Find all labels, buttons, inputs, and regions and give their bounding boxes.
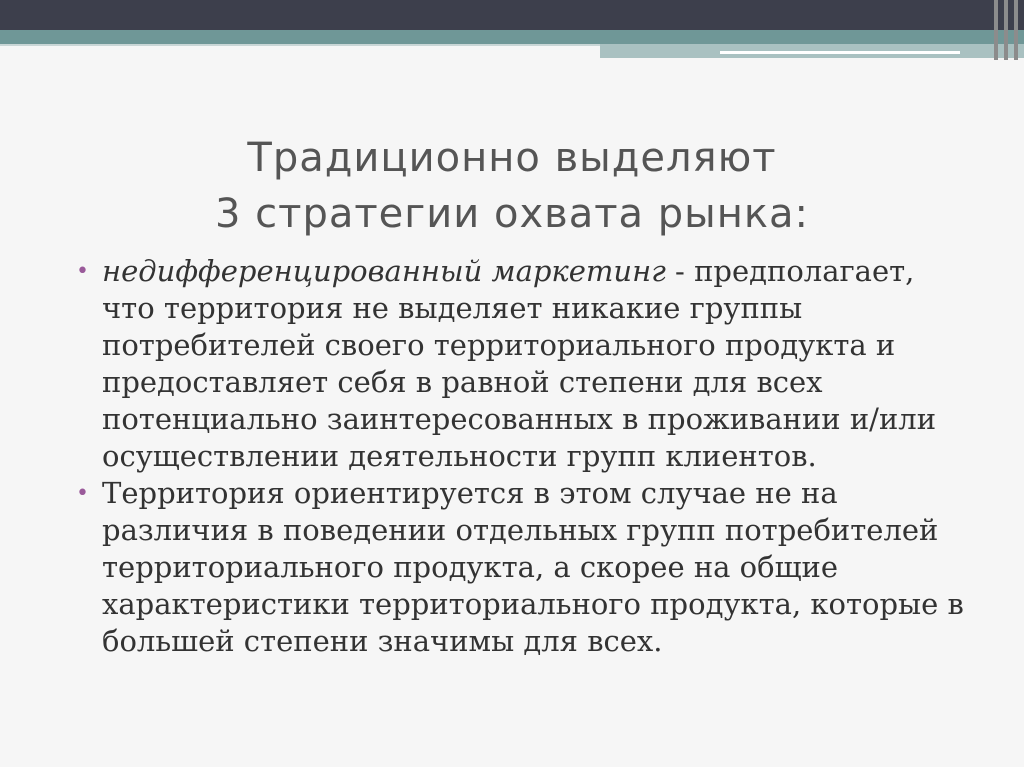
bullet-dot-icon: •: [76, 259, 89, 284]
list-item: [70, 475, 970, 660]
edge-bar: [1004, 0, 1008, 60]
teal-accent-stripe: [0, 30, 1024, 44]
list-item: [70, 253, 970, 475]
edge-bar: [994, 0, 998, 60]
edge-bar: [1014, 0, 1018, 60]
slide-title-line-1: Традиционно выделяют: [247, 135, 777, 181]
bullet-list: [70, 253, 970, 660]
header-band: [0, 0, 1024, 30]
term-italic: недифференцированный маркетинг: [102, 254, 666, 288]
thin-accent-line: [0, 44, 600, 46]
list-item-text: Территория ориентируется в этом случае не на различия в поведении отдельных групп потребителей территориального продукта, а скорее на общие характеристики территориального продукта, которые в большей степени значимы для всех.: [102, 476, 964, 658]
slide-title: [100, 130, 924, 242]
list-item-text: - предполагает, что территория не выделяет никакие группы потребителей своего территориального продукта и предоставляет себя в равной степени для всех потенциально заинтересованных в проживании и/или осуществлении деятельности групп клиентов.: [102, 254, 937, 473]
white-accent-line: [720, 51, 960, 54]
bullet-dot-icon: •: [76, 481, 89, 506]
slide-title-line-2: 3 стратегии охвата рынка:: [214, 191, 810, 237]
